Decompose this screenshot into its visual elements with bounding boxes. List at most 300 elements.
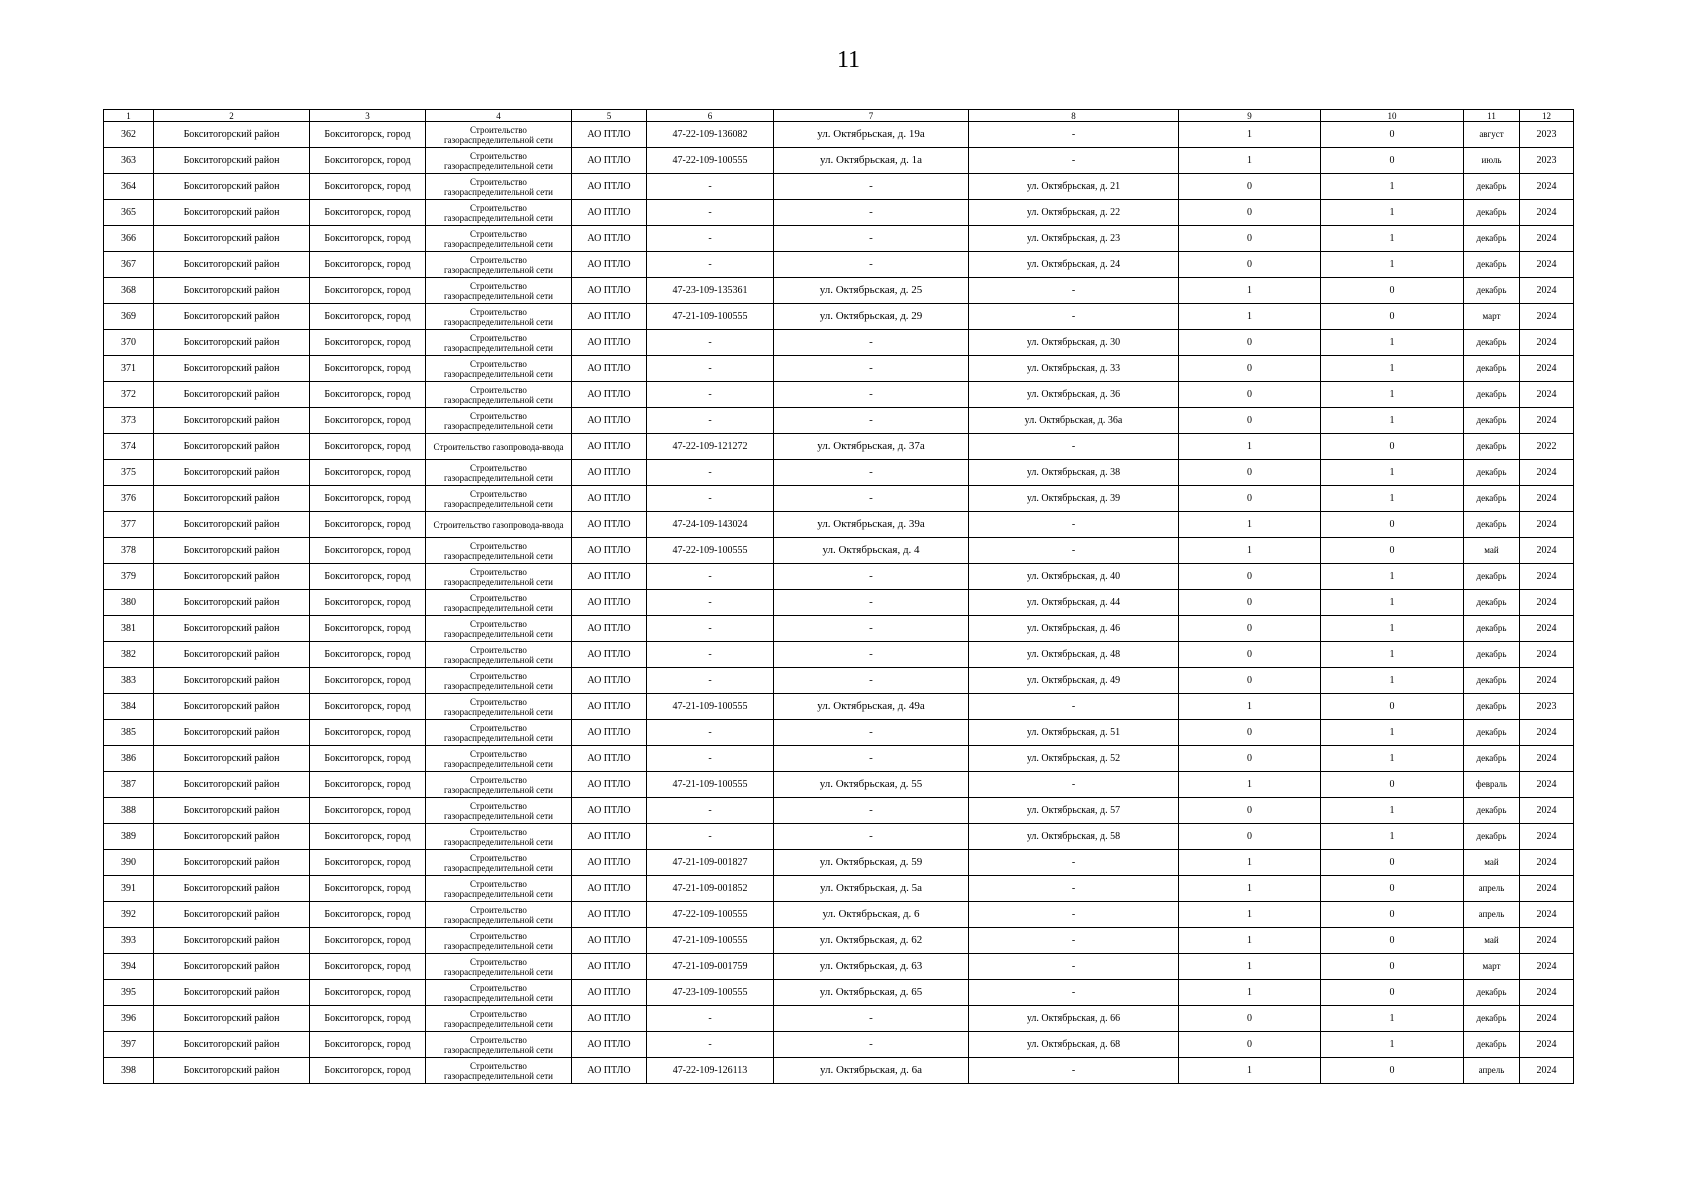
cell-settlement: Бокситогорск, город <box>310 226 426 252</box>
cell-planned-address: - <box>969 148 1179 174</box>
table-row <box>104 1006 1574 1032</box>
cell-year: 2024 <box>1520 798 1574 824</box>
table-row <box>104 720 1574 746</box>
cell-month: май <box>1464 538 1520 564</box>
cell-row-number: 366 <box>104 226 154 252</box>
cell-cadastral-number: - <box>647 1006 774 1032</box>
cell-address: - <box>774 668 969 694</box>
cell-work-type: Строительство газораспределительной сети <box>426 460 572 486</box>
cell-district: Бокситогорский район <box>154 538 310 564</box>
table-row <box>104 330 1574 356</box>
table-row <box>104 616 1574 642</box>
cell-district: Бокситогорский район <box>154 876 310 902</box>
cell-month: декабрь <box>1464 460 1520 486</box>
cell-address: ул. Октябрьская, д. 37а <box>774 434 969 460</box>
cell-cadastral-number: 47-22-109-136082 <box>647 122 774 148</box>
cell-address: - <box>774 330 969 356</box>
cell-month: декабрь <box>1464 434 1520 460</box>
table-row <box>104 902 1574 928</box>
cell-cadastral-number: - <box>647 174 774 200</box>
cell-planned-address: - <box>969 954 1179 980</box>
cell-organization: АО ПТЛО <box>572 824 647 850</box>
cell-row-number: 364 <box>104 174 154 200</box>
cell-count-planned: 1 <box>1321 824 1464 850</box>
column-header-9: 9 <box>1179 110 1321 122</box>
cell-settlement: Бокситогорск, город <box>310 148 426 174</box>
cell-address: - <box>774 200 969 226</box>
cell-district: Бокситогорский район <box>154 616 310 642</box>
cell-organization: АО ПТЛО <box>572 980 647 1006</box>
cell-month: декабрь <box>1464 798 1520 824</box>
cell-work-type: Строительство газораспределительной сети <box>426 746 572 772</box>
cell-count-planned: 0 <box>1321 954 1464 980</box>
cell-cadastral-number: - <box>647 356 774 382</box>
cell-district: Бокситогорский район <box>154 564 310 590</box>
cell-count-planned: 1 <box>1321 408 1464 434</box>
table-row <box>104 538 1574 564</box>
cell-year: 2024 <box>1520 408 1574 434</box>
cell-organization: АО ПТЛО <box>572 122 647 148</box>
cell-address: - <box>774 382 969 408</box>
cell-organization: АО ПТЛО <box>572 850 647 876</box>
cell-cadastral-number: 47-23-109-100555 <box>647 980 774 1006</box>
table-row <box>104 148 1574 174</box>
cell-count-planned: 0 <box>1321 850 1464 876</box>
cell-settlement: Бокситогорск, город <box>310 798 426 824</box>
cell-planned-address: ул. Октябрьская, д. 52 <box>969 746 1179 772</box>
cell-month: декабрь <box>1464 200 1520 226</box>
cell-row-number: 378 <box>104 538 154 564</box>
table-row <box>104 928 1574 954</box>
cell-work-type: Строительство газораспределительной сети <box>426 694 572 720</box>
cell-settlement: Бокситогорск, город <box>310 460 426 486</box>
cell-planned-address: ул. Октябрьская, д. 51 <box>969 720 1179 746</box>
cell-row-number: 387 <box>104 772 154 798</box>
table-row <box>104 252 1574 278</box>
cell-address: ул. Октябрьская, д. 6а <box>774 1058 969 1084</box>
cell-count-planned: 0 <box>1321 694 1464 720</box>
cell-work-type: Строительство газораспределительной сети <box>426 720 572 746</box>
cell-month: май <box>1464 850 1520 876</box>
cell-work-type: Строительство газопровода-ввода <box>426 512 572 538</box>
cell-address: - <box>774 356 969 382</box>
cell-planned-address: ул. Октябрьская, д. 46 <box>969 616 1179 642</box>
cell-settlement: Бокситогорск, город <box>310 590 426 616</box>
cell-settlement: Бокситогорск, город <box>310 486 426 512</box>
cell-count-planned: 1 <box>1321 668 1464 694</box>
column-header-1: 1 <box>104 110 154 122</box>
column-header-6: 6 <box>647 110 774 122</box>
cell-settlement: Бокситогорск, город <box>310 616 426 642</box>
cell-month: май <box>1464 928 1520 954</box>
cell-district: Бокситогорский район <box>154 174 310 200</box>
cell-district: Бокситогорский район <box>154 772 310 798</box>
table-row <box>104 850 1574 876</box>
column-header-11: 11 <box>1464 110 1520 122</box>
cell-address: ул. Октябрьская, д. 49а <box>774 694 969 720</box>
cell-organization: АО ПТЛО <box>572 304 647 330</box>
table-row <box>104 200 1574 226</box>
cell-planned-address: - <box>969 850 1179 876</box>
cell-organization: АО ПТЛО <box>572 278 647 304</box>
table-row <box>104 798 1574 824</box>
cell-count-planned: 1 <box>1321 746 1464 772</box>
cell-count-planned: 0 <box>1321 434 1464 460</box>
cell-cadastral-number: - <box>647 798 774 824</box>
cell-planned-address: - <box>969 512 1179 538</box>
cell-cadastral-number: 47-22-109-100555 <box>647 902 774 928</box>
cell-row-number: 395 <box>104 980 154 1006</box>
cell-organization: АО ПТЛО <box>572 330 647 356</box>
cell-month: декабрь <box>1464 746 1520 772</box>
cell-work-type: Строительство газораспределительной сети <box>426 304 572 330</box>
cell-row-number: 368 <box>104 278 154 304</box>
cell-cadastral-number: 47-23-109-135361 <box>647 278 774 304</box>
cell-address: ул. Октябрьская, д. 5а <box>774 876 969 902</box>
cell-count-existing: 0 <box>1179 616 1321 642</box>
cell-work-type: Строительство газопровода-ввода <box>426 434 572 460</box>
cell-planned-address: - <box>969 980 1179 1006</box>
cell-settlement: Бокситогорск, город <box>310 174 426 200</box>
cell-month: декабрь <box>1464 512 1520 538</box>
cell-count-existing: 0 <box>1179 642 1321 668</box>
table-row <box>104 304 1574 330</box>
table-row <box>104 590 1574 616</box>
cell-count-planned: 1 <box>1321 616 1464 642</box>
cell-work-type: Строительство газораспределительной сети <box>426 980 572 1006</box>
cell-organization: АО ПТЛО <box>572 668 647 694</box>
cell-address: - <box>774 642 969 668</box>
cell-year: 2024 <box>1520 330 1574 356</box>
column-header-10: 10 <box>1321 110 1464 122</box>
cell-settlement: Бокситогорск, город <box>310 928 426 954</box>
cell-organization: АО ПТЛО <box>572 954 647 980</box>
table-row <box>104 980 1574 1006</box>
cell-planned-address: ул. Октябрьская, д. 38 <box>969 460 1179 486</box>
cell-count-planned: 1 <box>1321 356 1464 382</box>
cell-year: 2024 <box>1520 460 1574 486</box>
cell-month: март <box>1464 304 1520 330</box>
cell-address: - <box>774 824 969 850</box>
cell-organization: АО ПТЛО <box>572 486 647 512</box>
cell-address: ул. Октябрьская, д. 29 <box>774 304 969 330</box>
cell-month: декабрь <box>1464 486 1520 512</box>
cell-month: декабрь <box>1464 278 1520 304</box>
cell-organization: АО ПТЛО <box>572 902 647 928</box>
table-row <box>104 642 1574 668</box>
cell-settlement: Бокситогорск, город <box>310 876 426 902</box>
cell-address: - <box>774 1006 969 1032</box>
cell-count-planned: 1 <box>1321 798 1464 824</box>
register-table <box>103 109 1574 1084</box>
cell-year: 2024 <box>1520 902 1574 928</box>
table-row <box>104 1032 1574 1058</box>
cell-address: - <box>774 252 969 278</box>
cell-address: - <box>774 616 969 642</box>
cell-count-existing: 1 <box>1179 278 1321 304</box>
cell-address: ул. Октябрьская, д. 55 <box>774 772 969 798</box>
column-header-8: 8 <box>969 110 1179 122</box>
cell-district: Бокситогорский район <box>154 1006 310 1032</box>
cell-work-type: Строительство газораспределительной сети <box>426 798 572 824</box>
cell-year: 2023 <box>1520 148 1574 174</box>
cell-row-number: 369 <box>104 304 154 330</box>
cell-year: 2022 <box>1520 434 1574 460</box>
cell-district: Бокситогорский район <box>154 902 310 928</box>
cell-organization: АО ПТЛО <box>572 1058 647 1084</box>
cell-year: 2024 <box>1520 564 1574 590</box>
cell-work-type: Строительство газораспределительной сети <box>426 564 572 590</box>
cell-settlement: Бокситогорск, город <box>310 668 426 694</box>
cell-count-existing: 1 <box>1179 980 1321 1006</box>
cell-row-number: 388 <box>104 798 154 824</box>
cell-organization: АО ПТЛО <box>572 200 647 226</box>
cell-planned-address: ул. Октябрьская, д. 33 <box>969 356 1179 382</box>
cell-planned-address: - <box>969 304 1179 330</box>
cell-month: февраль <box>1464 772 1520 798</box>
column-header-3: 3 <box>310 110 426 122</box>
cell-count-existing: 0 <box>1179 824 1321 850</box>
cell-row-number: 383 <box>104 668 154 694</box>
cell-address: ул. Октябрьская, д. 63 <box>774 954 969 980</box>
cell-count-existing: 1 <box>1179 512 1321 538</box>
cell-settlement: Бокситогорск, город <box>310 1006 426 1032</box>
cell-count-planned: 0 <box>1321 1058 1464 1084</box>
cell-cadastral-number: 47-21-109-100555 <box>647 928 774 954</box>
table-row <box>104 1058 1574 1084</box>
cell-count-existing: 1 <box>1179 434 1321 460</box>
cell-district: Бокситогорский район <box>154 460 310 486</box>
cell-cadastral-number: 47-22-109-126113 <box>647 1058 774 1084</box>
table-row <box>104 954 1574 980</box>
cell-count-existing: 1 <box>1179 694 1321 720</box>
cell-planned-address: - <box>969 694 1179 720</box>
table-body <box>104 122 1574 1084</box>
cell-month: декабрь <box>1464 252 1520 278</box>
cell-work-type: Строительство газораспределительной сети <box>426 616 572 642</box>
column-header-7: 7 <box>774 110 969 122</box>
cell-organization: АО ПТЛО <box>572 564 647 590</box>
cell-year: 2024 <box>1520 356 1574 382</box>
cell-planned-address: - <box>969 122 1179 148</box>
cell-district: Бокситогорский район <box>154 746 310 772</box>
cell-cadastral-number: 47-21-109-001852 <box>647 876 774 902</box>
cell-count-existing: 0 <box>1179 382 1321 408</box>
cell-organization: АО ПТЛО <box>572 746 647 772</box>
table-row <box>104 668 1574 694</box>
cell-work-type: Строительство газораспределительной сети <box>426 408 572 434</box>
table-row <box>104 434 1574 460</box>
cell-settlement: Бокситогорск, город <box>310 252 426 278</box>
cell-year: 2023 <box>1520 122 1574 148</box>
cell-count-planned: 0 <box>1321 278 1464 304</box>
table-row <box>104 772 1574 798</box>
cell-organization: АО ПТЛО <box>572 356 647 382</box>
cell-planned-address: ул. Октябрьская, д. 39 <box>969 486 1179 512</box>
cell-row-number: 398 <box>104 1058 154 1084</box>
cell-organization: АО ПТЛО <box>572 876 647 902</box>
cell-settlement: Бокситогорск, город <box>310 408 426 434</box>
cell-year: 2024 <box>1520 538 1574 564</box>
cell-planned-address: ул. Октябрьская, д. 68 <box>969 1032 1179 1058</box>
cell-row-number: 394 <box>104 954 154 980</box>
cell-count-planned: 1 <box>1321 382 1464 408</box>
cell-district: Бокситогорский район <box>154 720 310 746</box>
cell-address: - <box>774 408 969 434</box>
cell-settlement: Бокситогорск, город <box>310 642 426 668</box>
cell-count-planned: 1 <box>1321 486 1464 512</box>
table-row <box>104 876 1574 902</box>
cell-month: декабрь <box>1464 980 1520 1006</box>
cell-month: декабрь <box>1464 382 1520 408</box>
cell-settlement: Бокситогорск, город <box>310 902 426 928</box>
cell-settlement: Бокситогорск, город <box>310 382 426 408</box>
cell-settlement: Бокситогорск, город <box>310 720 426 746</box>
cell-cadastral-number: - <box>647 746 774 772</box>
cell-address: - <box>774 746 969 772</box>
cell-address: - <box>774 226 969 252</box>
cell-work-type: Строительство газораспределительной сети <box>426 538 572 564</box>
cell-organization: АО ПТЛО <box>572 928 647 954</box>
cell-district: Бокситогорский район <box>154 148 310 174</box>
cell-planned-address: - <box>969 278 1179 304</box>
cell-settlement: Бокситогорск, город <box>310 850 426 876</box>
cell-count-planned: 0 <box>1321 980 1464 1006</box>
table-row <box>104 694 1574 720</box>
table-row <box>104 512 1574 538</box>
cell-address: ул. Октябрьская, д. 39а <box>774 512 969 538</box>
cell-district: Бокситогорский район <box>154 1032 310 1058</box>
cell-district: Бокситогорский район <box>154 642 310 668</box>
cell-count-planned: 0 <box>1321 928 1464 954</box>
cell-district: Бокситогорский район <box>154 304 310 330</box>
table-row <box>104 746 1574 772</box>
cell-settlement: Бокситогорск, город <box>310 200 426 226</box>
cell-count-existing: 1 <box>1179 148 1321 174</box>
cell-count-existing: 0 <box>1179 798 1321 824</box>
cell-district: Бокситогорский район <box>154 668 310 694</box>
cell-district: Бокситогорский район <box>154 278 310 304</box>
cell-cadastral-number: - <box>647 590 774 616</box>
cell-year: 2024 <box>1520 226 1574 252</box>
cell-work-type: Строительство газораспределительной сети <box>426 902 572 928</box>
cell-address: ул. Октябрьская, д. 62 <box>774 928 969 954</box>
cell-count-planned: 0 <box>1321 122 1464 148</box>
cell-row-number: 375 <box>104 460 154 486</box>
cell-year: 2024 <box>1520 512 1574 538</box>
cell-cadastral-number: 47-24-109-143024 <box>647 512 774 538</box>
cell-work-type: Строительство газораспределительной сети <box>426 226 572 252</box>
cell-settlement: Бокситогорск, город <box>310 122 426 148</box>
cell-row-number: 370 <box>104 330 154 356</box>
cell-count-planned: 0 <box>1321 304 1464 330</box>
cell-cadastral-number: 47-21-109-100555 <box>647 772 774 798</box>
cell-cadastral-number: - <box>647 252 774 278</box>
cell-month: март <box>1464 954 1520 980</box>
cell-work-type: Строительство газораспределительной сети <box>426 1058 572 1084</box>
cell-count-planned: 1 <box>1321 564 1464 590</box>
cell-month: декабрь <box>1464 824 1520 850</box>
cell-work-type: Строительство газораспределительной сети <box>426 642 572 668</box>
cell-planned-address: - <box>969 902 1179 928</box>
cell-count-planned: 0 <box>1321 902 1464 928</box>
cell-row-number: 385 <box>104 720 154 746</box>
cell-month: декабрь <box>1464 356 1520 382</box>
cell-cadastral-number: 47-22-109-100555 <box>647 538 774 564</box>
cell-year: 2024 <box>1520 382 1574 408</box>
cell-count-existing: 0 <box>1179 330 1321 356</box>
cell-organization: АО ПТЛО <box>572 174 647 200</box>
cell-work-type: Строительство газораспределительной сети <box>426 1006 572 1032</box>
cell-cadastral-number: - <box>647 642 774 668</box>
cell-row-number: 365 <box>104 200 154 226</box>
cell-count-existing: 0 <box>1179 564 1321 590</box>
column-header-4: 4 <box>426 110 572 122</box>
cell-planned-address: ул. Октябрьская, д. 57 <box>969 798 1179 824</box>
cell-cadastral-number: - <box>647 720 774 746</box>
cell-year: 2024 <box>1520 642 1574 668</box>
cell-work-type: Строительство газораспределительной сети <box>426 252 572 278</box>
cell-cadastral-number: 47-21-109-100555 <box>647 304 774 330</box>
cell-planned-address: ул. Октябрьская, д. 40 <box>969 564 1179 590</box>
cell-work-type: Строительство газораспределительной сети <box>426 824 572 850</box>
cell-row-number: 371 <box>104 356 154 382</box>
table-header <box>104 110 1574 122</box>
cell-row-number: 384 <box>104 694 154 720</box>
column-header-5: 5 <box>572 110 647 122</box>
cell-row-number: 386 <box>104 746 154 772</box>
cell-district: Бокситогорский район <box>154 824 310 850</box>
cell-district: Бокситогорский район <box>154 1058 310 1084</box>
table-row <box>104 824 1574 850</box>
cell-district: Бокситогорский район <box>154 980 310 1006</box>
cell-planned-address: ул. Октябрьская, д. 44 <box>969 590 1179 616</box>
cell-work-type: Строительство газораспределительной сети <box>426 200 572 226</box>
cell-settlement: Бокситогорск, город <box>310 980 426 1006</box>
cell-row-number: 362 <box>104 122 154 148</box>
cell-planned-address: - <box>969 434 1179 460</box>
table-row <box>104 382 1574 408</box>
cell-row-number: 374 <box>104 434 154 460</box>
column-header-2: 2 <box>154 110 310 122</box>
cell-row-number: 389 <box>104 824 154 850</box>
cell-organization: АО ПТЛО <box>572 1032 647 1058</box>
cell-planned-address: ул. Октябрьская, д. 36 <box>969 382 1179 408</box>
cell-year: 2024 <box>1520 928 1574 954</box>
cell-district: Бокситогорский район <box>154 252 310 278</box>
cell-month: декабрь <box>1464 720 1520 746</box>
cell-month: август <box>1464 122 1520 148</box>
cell-count-existing: 1 <box>1179 954 1321 980</box>
cell-district: Бокситогорский район <box>154 928 310 954</box>
cell-settlement: Бокситогорск, город <box>310 564 426 590</box>
cell-row-number: 390 <box>104 850 154 876</box>
cell-planned-address: - <box>969 772 1179 798</box>
cell-cadastral-number: - <box>647 486 774 512</box>
cell-row-number: 373 <box>104 408 154 434</box>
cell-cadastral-number: - <box>647 226 774 252</box>
cell-work-type: Строительство газораспределительной сети <box>426 928 572 954</box>
cell-organization: АО ПТЛО <box>572 408 647 434</box>
cell-count-planned: 1 <box>1321 720 1464 746</box>
cell-year: 2024 <box>1520 200 1574 226</box>
cell-cadastral-number: 47-22-109-121272 <box>647 434 774 460</box>
table-row <box>104 564 1574 590</box>
table-row <box>104 122 1574 148</box>
cell-work-type: Строительство газораспределительной сети <box>426 590 572 616</box>
cell-settlement: Бокситогорск, город <box>310 772 426 798</box>
cell-organization: АО ПТЛО <box>572 538 647 564</box>
